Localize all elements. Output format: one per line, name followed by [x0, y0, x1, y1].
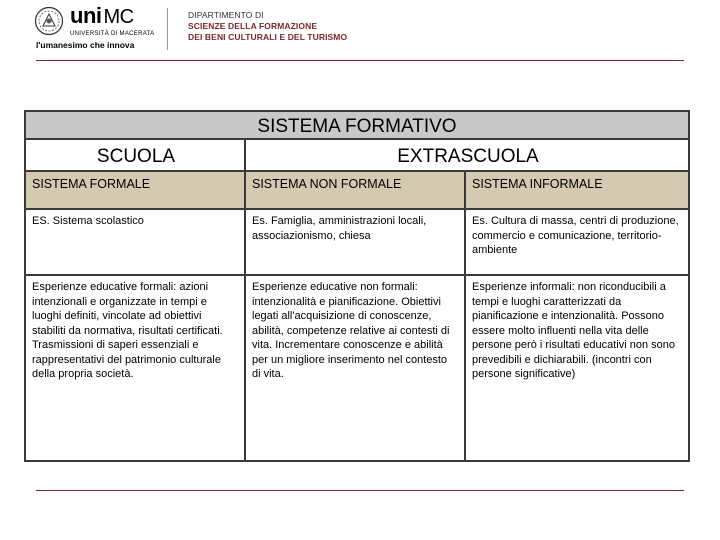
- group-school-cell: [26, 140, 246, 170]
- header-divider: [167, 8, 168, 50]
- university-seal-icon: [34, 6, 64, 36]
- table-title-row: [26, 112, 688, 140]
- description-non-formal-heading: Esperienze educative non formali: [252, 281, 415, 293]
- example-informal: Es. Cultura di massa, centri di produzione, commercio e comunicazione, territorio-ambiente: [472, 215, 679, 256]
- description-formal-heading: Esperienze educative formali: [32, 281, 174, 293]
- dept-line-1: DIPARTIMENTO DI: [188, 10, 264, 20]
- examples-row: [26, 210, 688, 276]
- tagline: l'umanesimo che innova: [36, 40, 135, 50]
- header-rule: [36, 60, 684, 61]
- example-formal: ES. Sistema scolastico: [26, 210, 246, 274]
- brand-light: MC: [103, 6, 134, 28]
- description-formal-text: : azioni intenzionali e organizzate in tempi e luoghi definiti, vincolate ad obiettivi stabiliti da normativa, risultati certificati. Trasmissioni di saperi essenziali e rappresentativi del patrimonio culturale della propria società.: [32, 281, 223, 380]
- description-formal: [26, 276, 246, 460]
- group-header-row: [26, 140, 688, 172]
- description-informal: [466, 276, 688, 460]
- category-non-formal: SISTEMA NON FORMALE: [246, 172, 466, 208]
- brand-bold: uni: [70, 3, 102, 28]
- department-name: [188, 10, 347, 43]
- education-system-table: [24, 110, 690, 462]
- category-row: [26, 172, 688, 210]
- university-name: UNIVERSITÀ DI MACERATA: [70, 31, 155, 37]
- page-header: [0, 0, 720, 60]
- table-title: SISTEMA FORMATIVO: [257, 116, 457, 137]
- brand-logo: [70, 4, 134, 29]
- category-formal: SISTEMA FORMALE: [26, 172, 246, 208]
- group-school: SCUOLA: [96, 146, 176, 167]
- description-non-formal: [246, 276, 466, 460]
- footer-rule: [36, 490, 684, 491]
- group-extra: EXTRASCUOLA: [397, 146, 539, 167]
- descriptions-row: [26, 276, 688, 460]
- dept-line-2: SCIENZE DELLA FORMAZIONE: [188, 21, 318, 31]
- description-informal-text: : non riconducibili a tempi e luoghi caratterizzati da pianificazione e intenzionalità. Possono essere molto influenti nella vita delle persone però i risultati educativi non sono prevedibili e dichiarabili. (incontri con persone significative): [472, 281, 676, 380]
- description-non-formal-text: : intenzionalità e pianificazione. Obiettivi legati all'acquisizione di conoscenze, abilità, competenze relative ai contesti di vita. Incrementare conoscenze e abilità per un migliore inserimento nel contesto di vita.: [252, 281, 450, 380]
- dept-line-3: DEI BENI CULTURALI E DEL TURISMO: [188, 32, 348, 42]
- example-non-formal: Es. Famiglia, amministrazioni locali, associazionismo, chiesa: [246, 210, 466, 274]
- description-informal-heading: Esperienze informali: [472, 281, 572, 293]
- category-informal: SISTEMA INFORMALE: [472, 177, 603, 191]
